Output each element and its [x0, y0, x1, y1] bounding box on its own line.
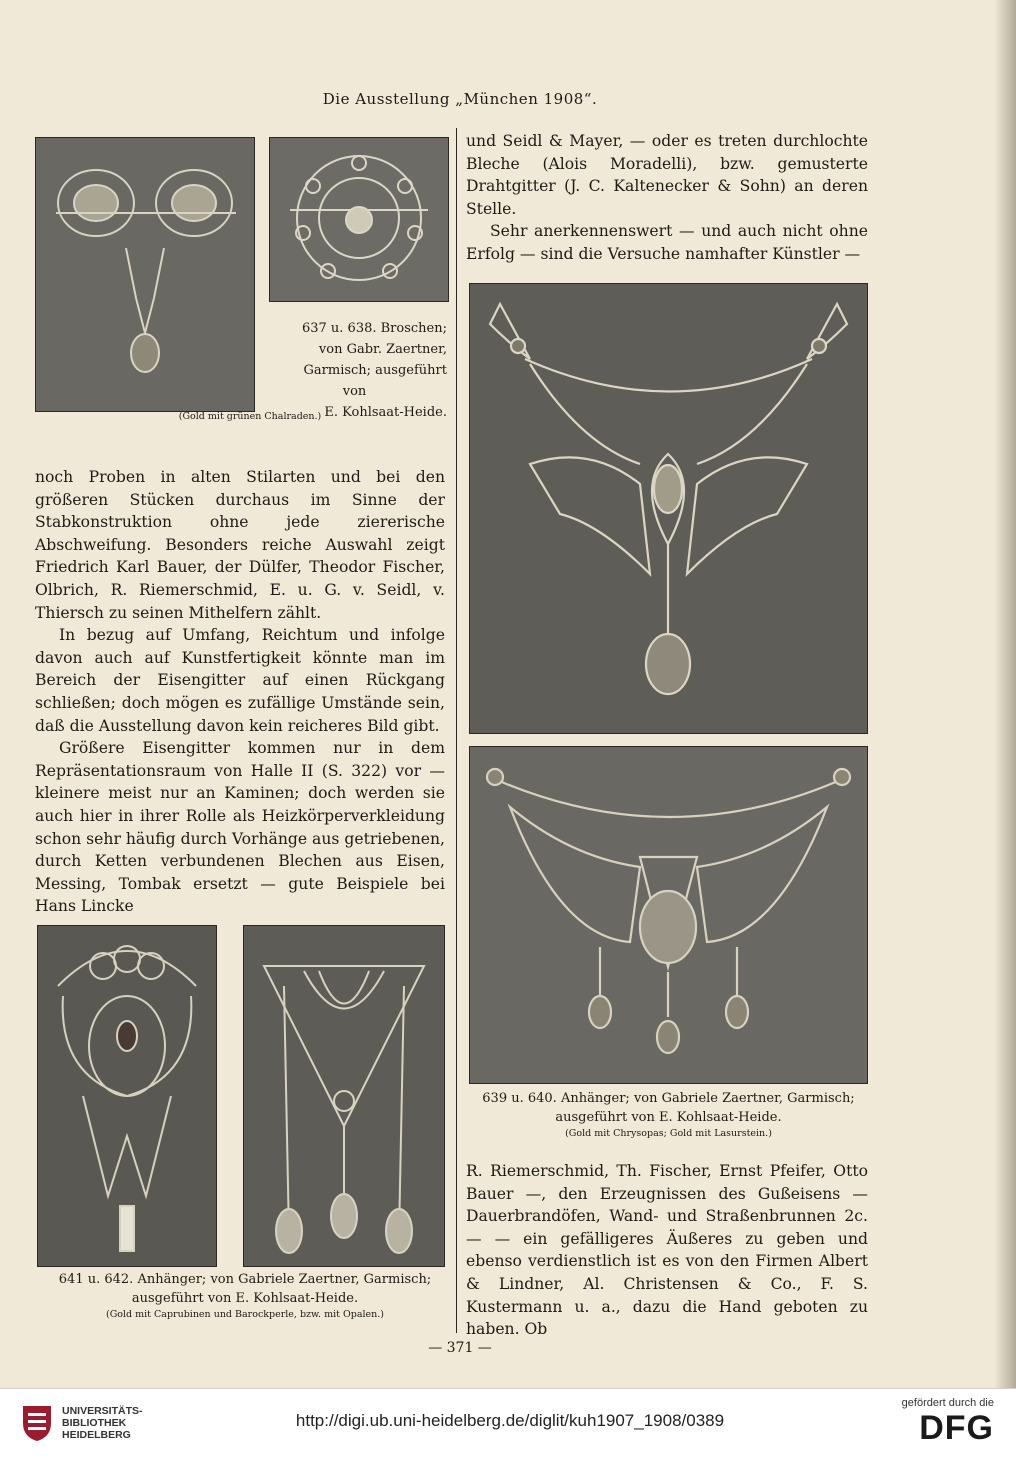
paragraph: In bezug auf Umfang, Reichtum und infolge davon auch auf Kunstfertigkeit könnte man im Bereich der Eisengitter auf einen Rückgang schließen; doch mögen es zufällige Umstände sein, daß die Ausstellung davon kein reicheres Bild gibt.: [35, 626, 445, 735]
paragraph: Sehr anerkennenswert — und auch nicht ohne Erfolg — sind die Versuche namhafter Künstler —: [466, 222, 868, 263]
right-column-bottom-text: [466, 1160, 868, 1341]
photo-brooch-637: [35, 137, 255, 412]
digitization-footer: [0, 1388, 1016, 1460]
funder-block[interactable]: [902, 1397, 994, 1447]
caption-641-642: [35, 1270, 455, 1322]
paragraph: und Seidl & Mayer, — oder es treten durchlochte Bleche (Alois Moradelli), bzw. gemusterte Drahtgitter (J. C. Kaltenecker & Sohn) an deren Stelle.: [466, 132, 868, 218]
paragraph: Größere Eisengitter kommen nur in dem Repräsentationsraum von Halle II (S. 322) vor — kleinere meist nur an Kaminen; doch werden sie auch hier in ihrer Rolle als Heizkörperverkleidung schon sehr häufig durch Vorhänge aus getriebenen, durch Ketten verbundenen Blechen aus Eisen, Messing, Tombak ersetzt — gute Beispiele bei Hans Lincke: [35, 739, 445, 916]
library-crest-icon: [20, 1403, 54, 1443]
library-name: UNIVERSITÄTS- BIBLIOTHEK HEIDELBERG: [62, 1405, 143, 1441]
page-edge-shadow: [994, 0, 1016, 1388]
running-header: Die Ausstellung „München 1908“.: [322, 90, 598, 108]
caption-639-640: [466, 1089, 871, 1141]
caption-641-line: 641 u. 642. Anhänger; von Gabriele Zaertner, Garmisch;: [58, 1272, 432, 1287]
photo-pendant-641: [37, 925, 217, 1267]
photo-pendant-642: [243, 925, 445, 1267]
paragraph: noch Proben in alten Stilarten und bei den größeren Stücken durchaus im Sinne der Stabkonstruktion ohne jede ziererische Abschweifung. Besonders reiche Auswahl zeigt Friedrich Karl Bauer, der Dülfer, Theodor Fischer, Olbrich, R. Riemerschmid, E. u. G. v. Seidl, v. Thiersch zu seinen Mithelfern zählt.: [35, 468, 445, 622]
university-library-logo[interactable]: [20, 1403, 143, 1443]
right-column-top-text: [466, 130, 868, 266]
caption-637-line: E. Kohlsaat-Heide.: [324, 405, 447, 420]
left-column-text: [35, 466, 445, 918]
photo-necklace-640: [469, 746, 868, 1084]
caption-641-line: ausgeführt von E. Kohlsaat-Heide.: [131, 1291, 359, 1306]
caption-639-line: ausgeführt von E. Kohlsaat-Heide.: [555, 1110, 782, 1125]
photo-brooch-638: [269, 137, 449, 302]
paragraph: R. Riemerschmid, Th. Fischer, Ernst Pfeifer, Otto Bauer —, den Erzeugnissen des Gußeisens — Dauerbrandöfen, Wand- und Straßenbrunnen 2c. — — ein gefälligeres Äußeres zu geben und ebenso verdienstlich ist es von den Firmen Albert & Lindner, Al. Christensen & Co., F. S. Kustermann u. a., dazu die Hand geboten zu haben. Ob: [466, 1162, 868, 1339]
funding-note: gefördert durch die: [901, 1397, 994, 1409]
page-number: — 371 —: [428, 1340, 492, 1356]
permalink-url[interactable]: http://digi.ub.uni-heidelberg.de/diglit/kuh1907_1908/0389: [295, 1411, 725, 1430]
brooch-638-image: [270, 138, 448, 301]
caption-637-note: (Gold mit grünen Chalraden.): [178, 411, 322, 422]
caption-639-note: (Gold mit Chrysopas; Gold mit Lasurstein.): [565, 1128, 772, 1139]
necklace-640-image: [470, 747, 867, 1083]
caption-637-line: Garmisch; ausgeführt: [303, 363, 447, 378]
caption-637-line: von Gabr. Zaertner,: [318, 342, 447, 357]
caption-641-note: (Gold mit Caprubinen und Barockperle, bzw. mit Opalen.): [105, 1309, 385, 1320]
column-divider: [456, 128, 457, 1333]
necklace-639-image: [470, 284, 867, 733]
caption-637-line: von: [342, 384, 367, 399]
pendant-642-image: [244, 926, 444, 1266]
brooch-637-image: [36, 138, 254, 411]
caption-637-638: [262, 318, 447, 423]
caption-637-line: 637 u. 638. Broschen;: [301, 321, 447, 336]
caption-639-line: 639 u. 640. Anhänger; von Gabriele Zaertner, Garmisch;: [482, 1091, 855, 1106]
photo-necklace-639: [469, 283, 868, 734]
pendant-641-image: [38, 926, 216, 1266]
dfg-logo: DFG: [919, 1409, 994, 1447]
